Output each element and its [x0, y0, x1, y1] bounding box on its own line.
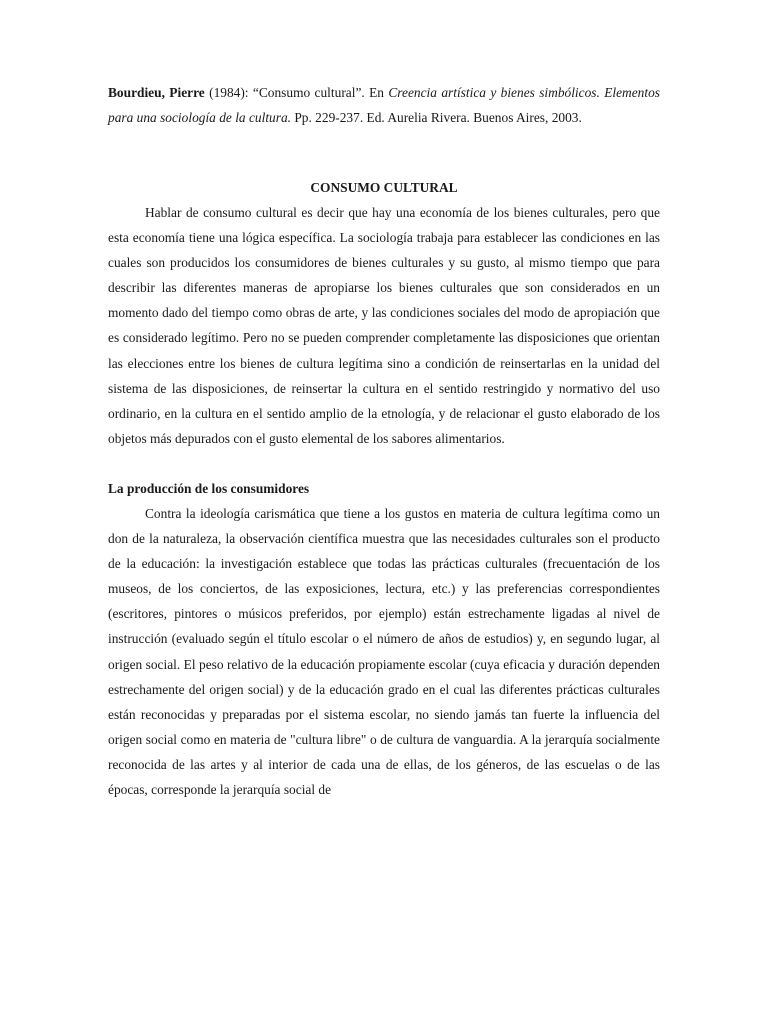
citation-year-chapter: (1984): “Consumo cultural”. En: [204, 85, 389, 100]
citation-author: Bourdieu, Pierre: [108, 85, 205, 100]
document-title: CONSUMO CULTURAL: [310, 180, 458, 195]
paragraph-intro: Hablar de consumo cultural es decir que hay una economía de los bienes culturales, pero que esta economía tiene una lógica específica. La sociología trabaja para establecer las condiciones en las cuales son producidos los consumidores de bienes culturales y su gusto, al mismo tiempo que para describir las diferentes maneras de apropiarse los bienes culturales que son considerados en un momento dado del tiempo como obras de arte, y las condiciones sociales del modo de apropiación que es considerado legítimo. Pero no se pueden comprender completamente las disposiciones que orientan las elecciones entre los bienes de cultura legítima sino a condición de reinsertarlas en la unidad del sistema de las disposiciones, de reinsertar la cultura en el sentido restringido y normativo del uso ordinario, en la cultura en el sentido amplio de la etnología, y de relacionar el gusto elaborado de los objetos más depurados con el gusto elemental de los sabores alimentarios.: [108, 205, 660, 446]
section-heading: La producción de los consumidores: [108, 480, 310, 496]
citation-book-title: Creencia artística y bienes simbólicos. Elementos para una sociología de la cultura.: [108, 85, 660, 125]
bibliographic-citation: [108, 80, 660, 130]
paragraph-production: Contra la ideología carismática que tiene a los gustos en materia de cultura legítima como un don de la naturaleza, la observación científica muestra que las necesidades culturales son el producto de la educación: la investigación establece que todas las prácticas culturales (frecuentación de los museos, de los conciertos, de las exposiciones, lectura, etc.) y las preferencias correspondientes (escritores, pintores o músicos preferidos, por ejemplo) están estrechamente ligadas al nivel de instrucción (evaluado según el título escolar o el número de años de estudios) y, en segundo lugar, al origen social. El peso relativo de la educación propiamente escolar (cuya eficacia y duración dependen estrechamente del origen social) y de la educación grado en el cual las diferentes prácticas culturales están reconocidas y preparadas por el sistema escolar, no siendo jamás tan fuerte la influencia del origen social como en materia de "cultura libre" o de cultura de vanguardia. A la jerarquía socialmente reconocida de las artes y al interior de cada una de ellas, de los géneros, de las escuelas o de las épocas, corresponde la jerarquía social de: [108, 505, 660, 797]
citation-publication: Pp. 229-237. Ed. Aurelia Rivera. Buenos Aires, 2003.: [291, 110, 582, 125]
